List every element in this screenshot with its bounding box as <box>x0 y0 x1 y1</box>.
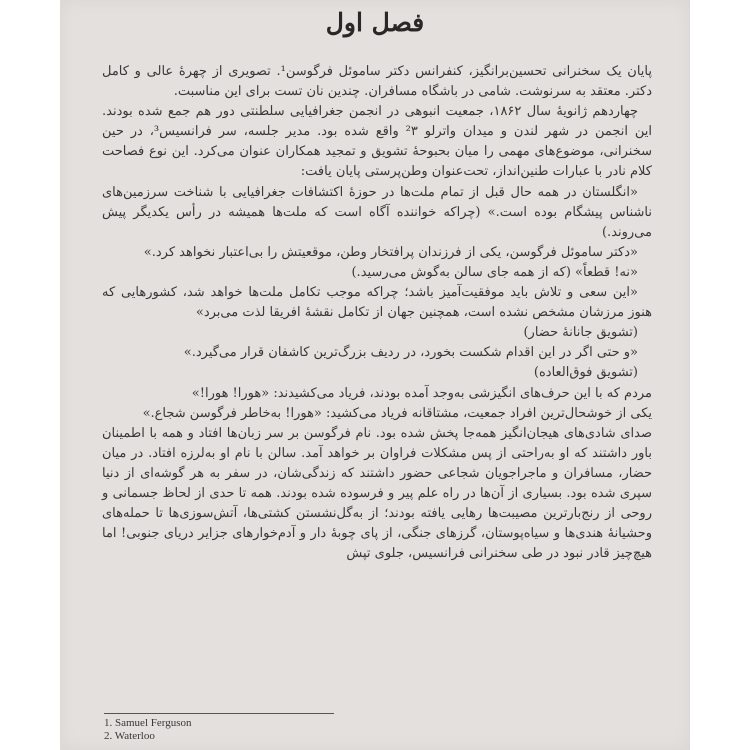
footnote-2: 2. Waterloo <box>104 730 155 742</box>
paragraph-quote-failure: «و حتی اگر در این اقدام شکست بخورد، در ردیف بزرگ‌ترین کاشفان قرار می‌گیرد.» <box>183 345 638 361</box>
paragraph-summary: پایان یک سخنرانی تحسین‌برانگیز، کنفرانس دکتر ساموئل فرگوسن¹. تصویری از چهرهٔ عالی و کامل دکتر. معتقد به سرنوشت. شامی در باشگاه مسافران. چندین نان تست برای این مناسبت. <box>102 64 653 100</box>
footnote-1: 1. Samuel Ferguson <box>104 717 192 729</box>
chapter-title: فصل اول <box>325 8 425 37</box>
paragraph-hurrah: یکی از خوشحال‌ترین افراد جمعیت، مشتاقانه فریاد می‌کشید: «هورا! به‌خاطر فرگوسن شجاع.» <box>142 405 652 421</box>
chapter-body <box>102 62 652 564</box>
paragraph-quote-no: «نه! قطعاً» (که از همه جای سالن به‌گوش می‌رسید.) <box>351 264 638 280</box>
book-page <box>60 0 690 750</box>
paragraph-crowd: مردم که با این حرف‌های انگیزشی به‌وجد آمده بودند، فریاد می‌کشیدند: «هورا! هورا!» <box>191 385 652 401</box>
paragraph-quote-ferguson: «دکتر ساموئل فرگوسن، یکی از فرزندان پرافتخار وطن، موقعیتش را بی‌اعتبار نخواهد کرد.» <box>143 244 638 260</box>
paragraph-cheers: صدای شادی‌های هیجان‌انگیز همه‌جا پخش شده بود. نام فرگوسن بر سر زبان‌ها افتاد و همه با اطمینان باور داشتند که او به‌راحتی از پس مشکلات فراوان بر خواهد آمد. سالن با نام او به‌لرزه افتاد. در میان حضار، مسافران و ماجراجویان شجاعی حضور داشتند که زندگی‌شان، در سفر به هر گوشه‌ای از دنیا سپری شده بود. بسیاری از آن‌ها در راه علم پیر و فرسوده شده بودند. همه تا حدی از لحاظ جسمانی و روحی از رنج‌بارترین مصیبت‌ها رهایی یافته بودند؛ از به‌گل‌نشستن کشتی‌ها، آتش‌سوزی‌ها تا حمله‌های وحشیانهٔ هندی‌ها و سیاه‌پوستان، گرزهای جنگی، از پای چوبهٔ دار و آدم‌خوارهای جزایر دریای جنوبی! اما هیچ‌چیز قادر نبود در طی سخنرانی فرانسیس، جلوی تپش <box>102 425 653 562</box>
paragraph-applause-2: (تشویق فوق‌العاده) <box>533 365 638 381</box>
paragraph-intro: چهاردهم ژانویهٔ سال ۱۸۶۲، جمعیت انبوهی در انجمن جغرافیایی سلطنتی دور هم جمع شده بودند. این انجمن در شهر لندن و میدان واترلو ²۳ واقع شده بود. مدیر جلسه، سر فرانسیس³، در حین سخنرانی، موضوع‌های مهمی را میان بحبوحهٔ تشویق و تمجید همکاران عنوان می‌کرد. این نوع فصاحت کلام نادر با عبارات طنین‌انداز، تحت‌عنوان وطن‌پرستی پایان یافت: <box>102 104 652 180</box>
paragraph-quote-england: «انگلستان در همه حال قبل از تمام ملت‌ها در حوزهٔ اکتشافات جغرافیایی با شناخت سرزمین‌های ناشناس پیشگام بوده است.» (چراکه خواننده آگاه است که ملت‌ها همیشه در رأس یکدیگر پیش می‌روند.) <box>102 184 652 240</box>
footnote-divider <box>104 713 334 714</box>
paragraph-quote-effort: «این سعی و تلاش باید موفقیت‌آمیز باشد؛ چراکه موجب تکامل ملت‌ها خواهد شد، کشورهایی که هنوز مرزشان مشخص نشده است، همچنین جهان از تکامل نقشهٔ افریقا لذت می‌برد» <box>102 285 652 321</box>
paragraph-applause-1: (تشویق جانانهٔ حضار) <box>523 325 638 341</box>
footnotes <box>104 717 192 743</box>
